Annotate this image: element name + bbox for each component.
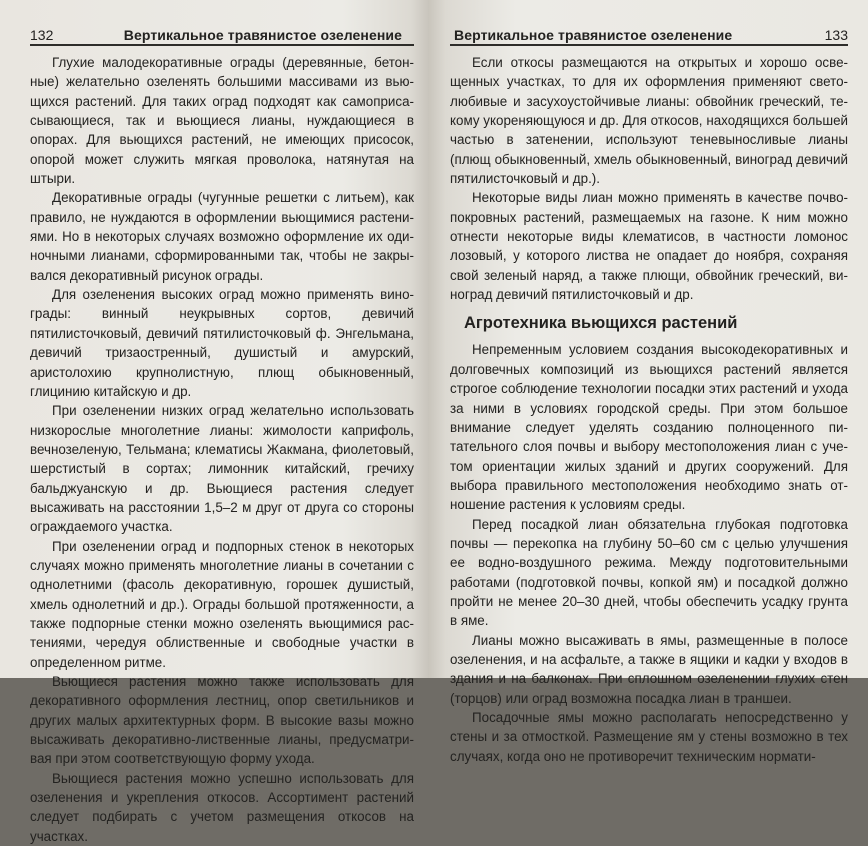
left-page bbox=[0, 0, 428, 844]
paragraph: Вьющиеся растения можно также использовать для декоративного оформления лестниц, опор светильников и других малых архитектурных форм. В высокие вазы можно высаживать декоративно-лиственные лианы, предусматривая при этом соответствующую форму ухода. bbox=[30, 674, 414, 767]
section-heading: Агротехника вьющихся растений bbox=[464, 314, 738, 333]
paragraph: Если откосы размещаются на открытых и хорошо освещенных участках, то для их оформления применяют светолюбивые и засухоустойчивые лианы: обвойник греческий, текому укореняющуюся и др. Для откосов, находящихся большей частью в затенении, используют теневыносливые лианы (плющ обыкновенный, хмель обыкновенный, виноград девичий пятилисточковый и др.). bbox=[450, 55, 848, 187]
paragraph: Посадочные ямы можно располагать непосредственно у стены и за отмосткой. Размещение ям у стены возможно в тех случаях, когда оно не противоречит техническим нормати- bbox=[450, 710, 848, 764]
paragraph: Для озеленения высоких оград можно применять винограды: винный неукрывных сортов, девичий пятилисточковый, девичий пятилисточковый ф. Энгельмана, девичий тризаостренный, душистый и амурский, аристолохию крупнолистную, плющ обыкновенный, глицинию китайскую и др. bbox=[30, 287, 414, 399]
running-title: Вертикальное травянистое озеленение bbox=[454, 27, 733, 43]
paragraph: Некоторые виды лиан можно применять в качестве почвопокровных растений, размещаемых на газоне. К ним можно отнести некоторые виды клематисов, в частности ломонос лозовый, у которого листва не опадает до ноября, сохраняя свой зеленый наряд, а также плющи, обвойник греческий, виноград девичий пятилисточковый и др. bbox=[450, 190, 848, 303]
page-number: 132 bbox=[30, 27, 54, 43]
left-page-body bbox=[30, 53, 414, 846]
paragraph: Непременным условием создания высокодекоративных и долговечных композиций из вьющихся растений является строгое соблюдение технологии посадки этих растений и ухода за ними в условиях городской среды. При этом большое внимание следует уделять созданию полноценного питательного слоя почвы и выбору местоположения лиан с учетом ориентации жилых зданий и других сооружений. Для выбора правильного местоположения необходимо знать отношение растения к условиям среды. bbox=[450, 342, 848, 513]
left-page-header bbox=[30, 18, 414, 46]
right-page-body bbox=[450, 53, 848, 766]
right-page-header bbox=[450, 18, 848, 46]
right-page bbox=[428, 0, 868, 764]
paragraph: Глухие малодекоративные ограды (деревянные, бетонные) желательно озеленять большими массивами из вьющихся растений. Для таких оград подходят как самоприсасывающиеся, так и вьющиеся лианы, нуждающиеся в опорах. Для вьющихся растений, не имеющих присосок, опорой может служить мягкая проволока, натянутая на штыри. bbox=[30, 55, 414, 187]
paragraph: Декоративные ограды (чугунные решетки с литьем), как правило, не нуждаются в оформлении вьющимися растениями. Но в некоторых случаях возможно оформление их одиночными лианами, сформированными так, чтобы не закрывался декоративный рисунок ограды. bbox=[30, 190, 414, 283]
paragraph: При озеленении оград и подпорных стенок в некоторых случаях можно применять многолетние лианы в сочетании с однолетними (фасоль декоративную, горошек душистый, хмель однолетний и др.). Ограды большой протяженности, а также подпорные стенки можно озеленять вьющимися растениями, чередуя облиственные и свободные участки в определенном ритме. bbox=[30, 538, 414, 670]
paragraph: Вьющиеся растения можно успешно использовать для озеленения и укрепления откосов. Ассортимент растений следует подбирать с учетом размещения откосов на участках. bbox=[30, 770, 414, 844]
paragraph: При озеленении низких оград желательно использовать низкорослые многолетние лианы: жимолости каприфоль, вечнозеленую, Тельмана; клематисы Жакмана, фиолетовый, шерстистый в сортах; лимонник китайский, гречиху бальджуанскую и др. Вьющиеся растения следует высаживать на расстоянии 1,5–2 м друг от друга со стороны ограждаемого участка. bbox=[30, 403, 414, 535]
running-title: Вертикальное травянистое озеленение bbox=[123, 27, 402, 43]
paragraph: Перед посадкой лиан обязательна глубокая подготовка почвы — перекопка на глубину 50–60 см с целью улучшения ее водно-воздушного режима. Между подготовительными работами (подготовкой почвы, копкой ям) и посадкой должно пройти не менее 20–30 дней, чтобы обеспечить усадку грунта в яме. bbox=[450, 516, 848, 629]
paragraph: Лианы можно высаживать в ямы, размещенные в полосе озеленения, и на асфальте, а также в ящики и кадки у входов в здания и на балконах. При сплошном озеленении глухих стен (торцов) или оград возможна посадка лиан в траншеи. bbox=[450, 632, 848, 706]
page-number: 133 bbox=[824, 27, 848, 43]
